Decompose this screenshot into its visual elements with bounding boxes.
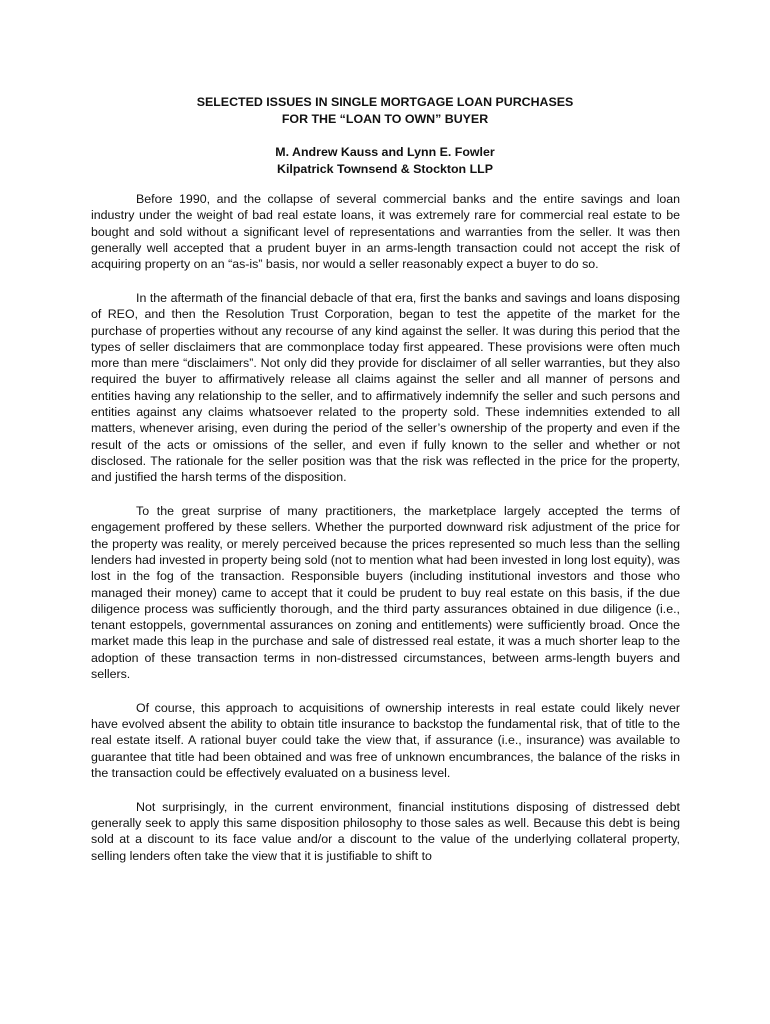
document-title — [90, 94, 680, 127]
paragraph-3: To the great surprise of many practitioners, the marketplace largely accepted the terms of engagement proffered by these sellers. Whether the purported downward risk adjustment of the price for the property was reality, or merely perceived because the prices represented so much less than the selling lenders had invested in property being sold (not to mention what had been invested in long lost equity), was lost in the fog of the transaction. Responsible buyers (including institutional investors and those who managed their money) came to accept that it could be prudent to buy real estate on this basis, if the due diligence process was sufficiently thorough, and the third party assurances obtained in due diligence (i.e., tenant estoppels, governmental assurances on zoning and entitlements) were sufficiently broad. Once the market made this leap in the purchase and sale of distressed real estate, it was a much shorter leap to the adoption of these transaction terms in non-distressed circumstances, between arms-length buyers and sellers. — [91, 504, 680, 682]
body-text — [91, 191, 680, 881]
author-block — [90, 144, 680, 177]
authors: M. Andrew Kauss and Lynn E. Fowler — [275, 145, 495, 159]
paragraph-2: In the aftermath of the financial debacle of that era, first the banks and savings and loans disposing of REO, and then the Resolution Trust Corporation, began to test the appetite of the market for the purchase of properties without any recourse of any kind against the seller. It was during this period that the types of seller disclaimers that are commonplace today first appeared. These provisions were often much more than mere “disclaimers”. Not only did they provide for disclaimer of all seller warranties, but they also required the buyer to affirmatively release all claims against the seller and all manner of persons and entities having any relationship to the seller, and to affirmatively indemnify the seller and such persons and entities against any claims whatsoever related to the property sold. These indemnities extended to all matters, whenever arising, even during the period of the seller’s ownership of the property and even if the result of the acts or omissions of the seller, and even if fully known to the seller and whether or not disclosed. The rationale for the seller position was that the risk was reflected in the price for the property, and justified the harsh terms of the disposition. — [91, 290, 680, 485]
paragraph-5: Not surprisingly, in the current environment, financial institutions disposing of distressed debt generally seek to apply this same disposition philosophy to those sales as well. Because this debt is being sold at a discount to its face value and/or a discount to the value of the underlying collateral property, selling lenders often take the view that it is justifiable to shift to — [91, 799, 680, 863]
paragraph-4: Of course, this approach to acquisitions of ownership interests in real estate could likely never have evolved absent the ability to obtain title insurance to backstop the fundamental risk, that of title to the real estate itself. A rational buyer could take the view that, if assurance (i.e., insurance) was available to guarantee that title had been obtained and was free of unknown encumbrances, the balance of the risks in the transaction could be effectively evaluated on a business level. — [91, 700, 680, 780]
title-line-1: SELECTED ISSUES IN SINGLE MORTGAGE LOAN PURCHASES — [196, 95, 574, 109]
affiliation: Kilpatrick Townsend & Stockton LLP — [277, 161, 493, 176]
title-line-2: FOR THE “LOAN TO OWN” BUYER — [281, 111, 489, 126]
paragraph-1: Before 1990, and the collapse of several commercial banks and the entire savings and loan industry under the weight of bad real estate loans, it was extremely rare for commercial real estate to be bought and sold without a significant level of representations and warranties from the seller. It was then generally well accepted that a prudent buyer in an arms-length transaction could not accept the risk of acquiring property on an “as-is” basis, nor would a seller reasonably expect a buyer to do so. — [91, 192, 680, 272]
